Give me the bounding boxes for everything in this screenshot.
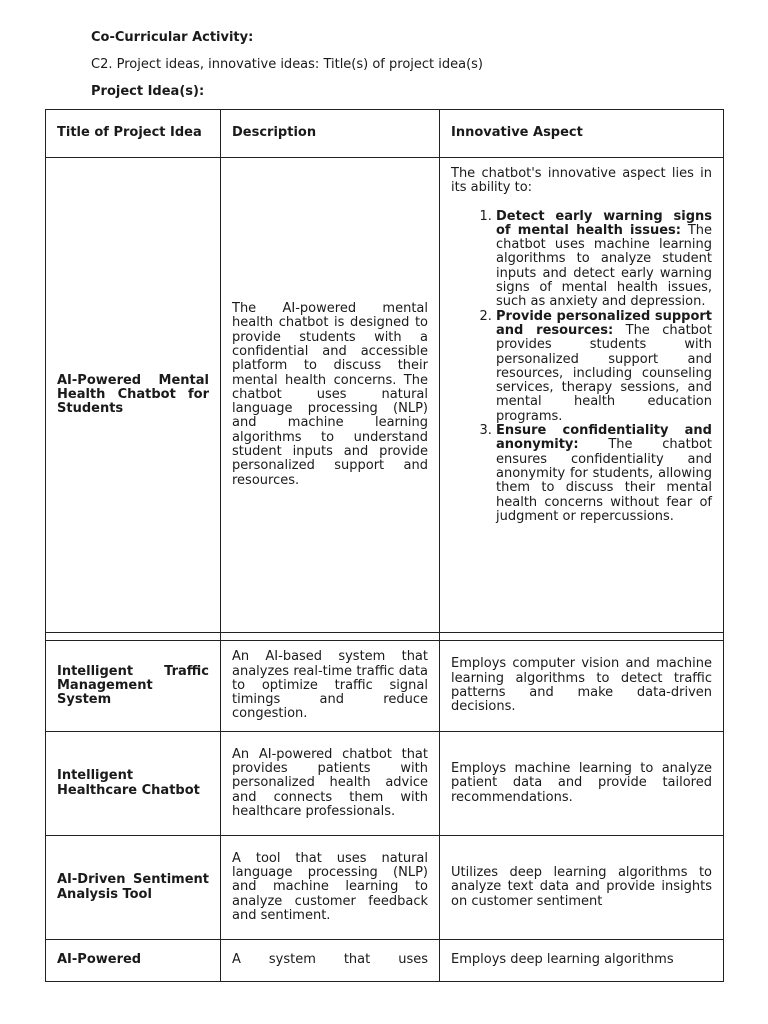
point-heading: Provide personalized support and resources:: [496, 308, 712, 338]
list-item: [496, 310, 712, 424]
row-description: An AI-based system that analyzes real-time traffic data to optimize traffic signal timings and reduce congestion.: [221, 641, 440, 732]
activity-heading: Co-Curricular Activity:: [91, 30, 254, 45]
section-heading: Project Idea(s):: [91, 84, 205, 99]
point-heading: Detect early warning signs of mental health issues:: [496, 208, 712, 238]
table-row: [46, 940, 724, 982]
row-title: AI-Powered Mental Health Chatbot for Students: [46, 158, 221, 633]
column-header-innovative: Innovative Aspect: [440, 110, 724, 158]
table-row: [46, 732, 724, 836]
row-description: An AI-powered chatbot that provides patients with personalized health advice and connects them with healthcare professionals.: [221, 732, 440, 836]
subtitle: C2. Project ideas, innovative ideas: Title(s) of project idea(s): [91, 57, 484, 72]
point-text: The chatbot ensures confidentiality and anonymity for students, allowing them to discuss their mental health concerns without fear of judgment or repercussions.: [496, 437, 712, 524]
table-row: [46, 641, 724, 732]
point-text: The chatbot provides students with personalized support and resources, including counseling services, therapy sessions, and mental health education programs.: [496, 322, 712, 424]
project-ideas-table: [45, 109, 724, 982]
row-innovative: Employs machine learning to analyze patient data and provide tailored recommendations.: [440, 732, 724, 836]
row-title: AI-Powered: [46, 940, 221, 982]
spacer-cell: [221, 633, 440, 641]
row-innovative: Utilizes deep learning algorithms to analyze text data and provide insights on customer sentiment: [440, 836, 724, 940]
row-innovative: Employs deep learning algorithms: [440, 940, 724, 982]
spacer-cell: [440, 633, 724, 641]
column-header-description: Description: [221, 110, 440, 158]
point-heading: Ensure confidentiality and anonymity:: [496, 423, 712, 453]
table-row: [46, 836, 724, 940]
row-innovative: [440, 158, 724, 633]
table-header-row: [46, 110, 724, 158]
column-header-title: Title of Project Idea: [46, 110, 221, 158]
row-description: The AI-powered mental health chatbot is designed to provide students with a confidential and accessible platform to discuss their mental health concerns. The chatbot uses natural language processing (NLP) and machine learning algorithms to understand student inputs and provide personalized support and resources.: [221, 158, 440, 633]
row-title: Intelligent Healthcare Chatbot: [46, 732, 221, 836]
table-row: [46, 158, 724, 633]
spacer-cell: [46, 633, 221, 641]
innovative-points-list: [451, 210, 712, 525]
innovative-intro: The chatbot's innovative aspect lies in its ability to:: [451, 166, 712, 196]
row-innovative: Employs computer vision and machine learning algorithms to detect traffic patterns and make data-driven decisions.: [440, 641, 724, 732]
row-title: Intelligent Traffic Management System: [46, 641, 221, 732]
list-item: [496, 424, 712, 524]
point-text: The chatbot uses machine learning algorithms to analyze student inputs and detect early warning signs of mental health issues, such as anxiety and depression.: [496, 222, 712, 310]
row-description: A tool that uses natural language processing (NLP) and machine learning to analyze customer feedback and sentiment.: [221, 836, 440, 940]
list-item: [496, 210, 712, 310]
row-title: AI-Driven Sentiment Analysis Tool: [46, 836, 221, 940]
table-spacer-row: [46, 633, 724, 641]
row-description: A system that uses: [221, 940, 440, 982]
